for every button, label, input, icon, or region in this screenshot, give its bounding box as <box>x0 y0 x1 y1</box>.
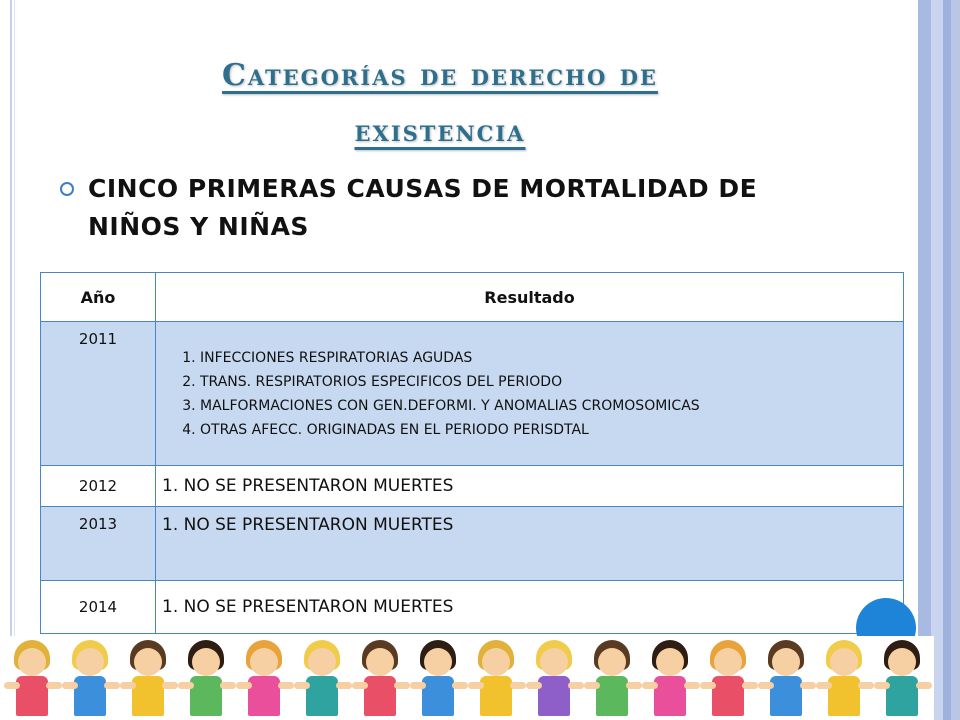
cause-item: 3. MALFORMACIONES CON GEN.DEFORMI. Y ANOMALIAS CROMOSOMICAS <box>200 394 902 418</box>
child-face <box>830 648 858 676</box>
child-body <box>886 676 918 716</box>
child-arm <box>468 682 484 689</box>
child-face <box>192 648 220 676</box>
child-figure <box>178 636 234 720</box>
child-figure <box>294 636 350 720</box>
child-arm <box>220 682 236 689</box>
slide-title-line-2: existencia <box>354 114 526 149</box>
child-arm <box>626 682 642 689</box>
right-bar <box>931 0 943 720</box>
child-arm <box>352 682 368 689</box>
cause-item: 2. TRANS. RESPIRATORIOS ESPECIFICOS DEL PERIODO <box>200 370 902 394</box>
header-year: Año <box>41 273 156 322</box>
year-cell: 2011 <box>41 322 156 466</box>
child-arm <box>742 682 758 689</box>
right-bar <box>951 0 960 720</box>
child-body <box>712 676 744 716</box>
table-row-2014 <box>41 581 904 634</box>
child-body <box>596 676 628 716</box>
child-face <box>656 648 684 676</box>
child-body <box>132 676 164 716</box>
child-body <box>16 676 48 716</box>
child-arm <box>526 682 542 689</box>
table-header-row <box>41 273 904 322</box>
cause-item: 1. INFECCIONES RESPIRATORIAS AGUDAS <box>200 346 902 370</box>
child-face <box>250 648 278 676</box>
header-result: Resultado <box>156 273 904 322</box>
child-arm <box>162 682 178 689</box>
child-arm <box>62 682 78 689</box>
child-arm <box>46 682 62 689</box>
child-figure <box>700 636 756 720</box>
child-arm <box>104 682 120 689</box>
child-figure <box>352 636 408 720</box>
child-figure <box>758 636 814 720</box>
child-face <box>482 648 510 676</box>
child-arm <box>236 682 252 689</box>
child-figure <box>816 636 872 720</box>
cause-item: 4. OTRAS AFECC. ORIGINADAS EN EL PERIODO PERISDTAL <box>200 418 902 442</box>
child-figure <box>410 636 466 720</box>
child-body <box>480 676 512 716</box>
table-row-2012 <box>41 466 904 507</box>
slide-title <box>0 48 880 160</box>
child-figure <box>468 636 524 720</box>
child-figure <box>4 636 60 720</box>
child-arm <box>700 682 716 689</box>
child-face <box>714 648 742 676</box>
right-bar <box>918 0 931 720</box>
year-cell: 2013 <box>41 507 156 581</box>
child-body <box>248 676 280 716</box>
child-body <box>190 676 222 716</box>
right-bar <box>943 0 951 720</box>
children-holding-hands-illustration <box>0 636 934 720</box>
child-face <box>888 648 916 676</box>
child-face <box>598 648 626 676</box>
child-arm <box>4 682 20 689</box>
child-body <box>74 676 106 716</box>
child-face <box>772 648 800 676</box>
child-figure <box>642 636 698 720</box>
causes-list <box>162 346 902 442</box>
child-body <box>364 676 396 716</box>
child-body <box>770 676 802 716</box>
year-cell: 2014 <box>41 581 156 634</box>
child-arm <box>394 682 410 689</box>
hollow-circle-bullet-icon <box>60 182 74 196</box>
table-row-2011 <box>41 322 904 466</box>
child-body <box>422 676 454 716</box>
child-face <box>134 648 162 676</box>
child-figure <box>584 636 640 720</box>
child-body <box>538 676 570 716</box>
child-arm <box>642 682 658 689</box>
child-body <box>828 676 860 716</box>
child-arm <box>684 682 700 689</box>
child-arm <box>816 682 832 689</box>
child-arm <box>410 682 426 689</box>
child-body <box>306 676 338 716</box>
child-arm <box>510 682 526 689</box>
child-face <box>540 648 568 676</box>
child-arm <box>916 682 932 689</box>
result-cell <box>156 322 904 466</box>
child-arm <box>120 682 136 689</box>
bullet-item <box>60 170 840 246</box>
slide-title-line-1: Categorías de derecho de <box>222 58 658 93</box>
child-arm <box>800 682 816 689</box>
child-face <box>366 648 394 676</box>
bullet-text: CINCO PRIMERAS CAUSAS DE MORTALIDAD DE NIÑOS Y NIÑAS <box>88 174 758 241</box>
child-face <box>76 648 104 676</box>
child-arm <box>874 682 890 689</box>
child-figure <box>120 636 176 720</box>
result-cell: 1. NO SE PRESENTARON MUERTES <box>156 466 904 507</box>
child-arm <box>178 682 194 689</box>
child-figure <box>62 636 118 720</box>
child-arm <box>568 682 584 689</box>
year-cell: 2012 <box>41 466 156 507</box>
child-arm <box>294 682 310 689</box>
child-arm <box>758 682 774 689</box>
result-cell: 1. NO SE PRESENTARON MUERTES <box>156 507 904 581</box>
child-face <box>18 648 46 676</box>
child-figure <box>526 636 582 720</box>
table-row-2013 <box>41 507 904 581</box>
child-arm <box>336 682 352 689</box>
right-decorative-bars <box>918 0 960 720</box>
mortality-table <box>40 272 904 634</box>
child-face <box>424 648 452 676</box>
child-arm <box>858 682 874 689</box>
child-face <box>308 648 336 676</box>
child-arm <box>452 682 468 689</box>
result-cell: 1. NO SE PRESENTARON MUERTES <box>156 581 904 634</box>
child-body <box>654 676 686 716</box>
child-arm <box>278 682 294 689</box>
child-figure <box>874 636 930 720</box>
child-arm <box>584 682 600 689</box>
child-figure <box>236 636 292 720</box>
